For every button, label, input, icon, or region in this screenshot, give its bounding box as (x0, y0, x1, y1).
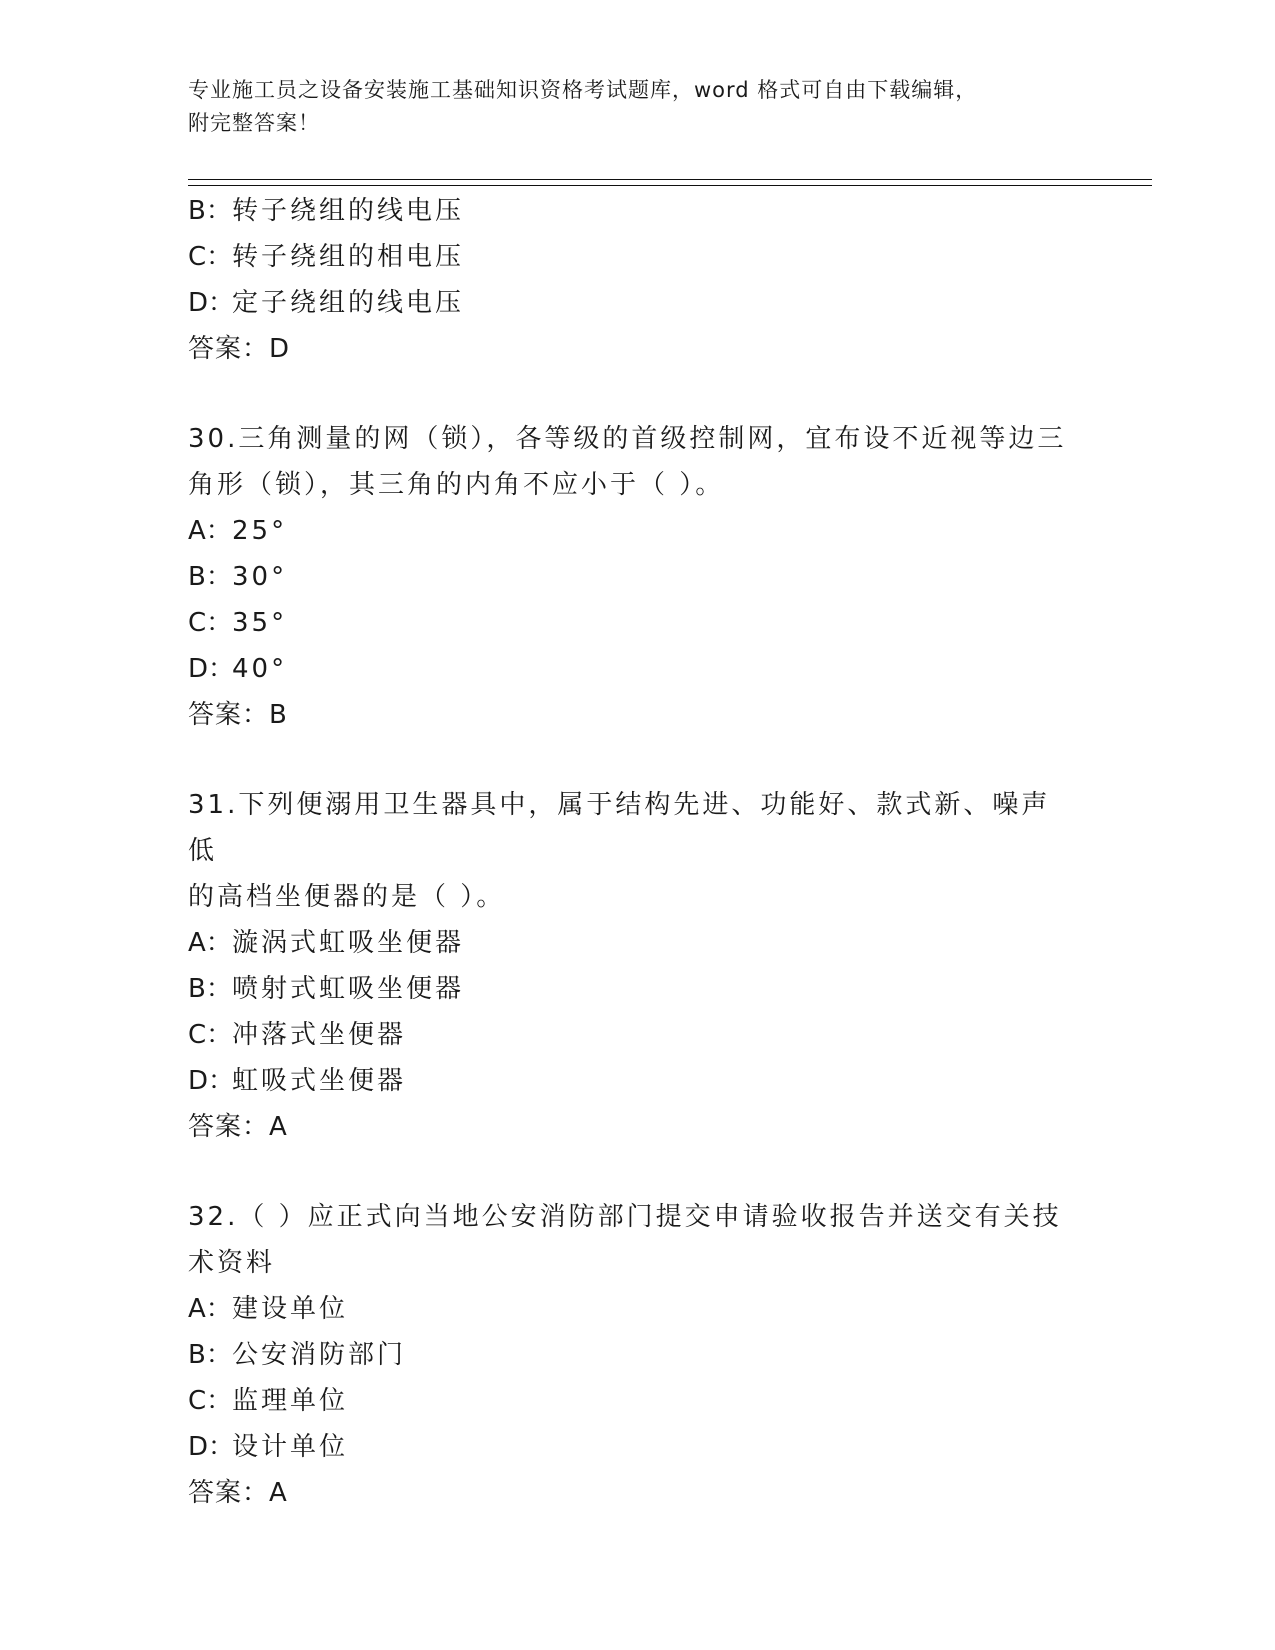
option-d (188, 280, 1088, 326)
question-32 (188, 1194, 1088, 1516)
option-label: D： (188, 288, 235, 318)
option-text: 40° (232, 654, 288, 684)
option-text: 定子绕组的线电压 (232, 288, 465, 318)
answer-line: 答案：B (188, 700, 288, 730)
question-list (188, 188, 1088, 1516)
option-a (188, 508, 1088, 554)
question-stem-line-2: 的高档坐便器的是（ ）。 (188, 882, 506, 912)
option-text: 虹吸式坐便器 (232, 1066, 407, 1096)
option-text: 设计单位 (232, 1432, 349, 1462)
option-c (188, 1012, 1088, 1058)
question-stem (188, 1194, 1068, 1286)
option-c (188, 600, 1088, 646)
option-b (188, 554, 1088, 600)
question-stem (188, 782, 1068, 920)
spacer (188, 1150, 1088, 1194)
option-text: 冲落式坐便器 (232, 1020, 407, 1050)
question-stem-line-1: 31.下列便溺用卫生器具中，属于结构先进、功能好、款式新、噪声低 (188, 790, 1051, 866)
option-text: 公安消防部门 (232, 1340, 407, 1370)
option-text: 监理单位 (232, 1386, 349, 1416)
option-label: C： (188, 242, 233, 272)
option-text: 35° (232, 608, 288, 638)
option-label: B： (188, 196, 232, 226)
option-text: 转子绕组的线电压 (232, 196, 465, 226)
option-label: C： (188, 608, 233, 638)
option-d (188, 646, 1088, 692)
header-intro-line-2: 附完整答案！ (188, 111, 320, 135)
question-30 (188, 416, 1088, 738)
answer-line: 答案：A (188, 1112, 288, 1142)
option-b (188, 966, 1088, 1012)
option-a (188, 1286, 1088, 1332)
document-header (188, 74, 1088, 140)
header-divider-top (188, 179, 1152, 180)
answer-line: 答案：A (188, 1478, 288, 1508)
option-d (188, 1058, 1088, 1104)
header-intro-line-1: 专业施工员之设备安装施工基础知识资格考试题库，word 格式可自由下载编辑， (188, 78, 978, 102)
option-c (188, 1378, 1088, 1424)
option-label: A： (188, 928, 232, 958)
question-stem-line-2: 术资料 (188, 1248, 276, 1278)
option-text: 转子绕组的相电压 (232, 242, 465, 272)
option-text: 喷射式虹吸坐便器 (232, 974, 465, 1004)
option-label: C： (188, 1386, 233, 1416)
option-label: B： (188, 562, 232, 592)
option-b (188, 188, 1088, 234)
option-d (188, 1424, 1088, 1470)
option-label: B： (188, 974, 232, 1004)
option-text: 建设单位 (232, 1294, 349, 1324)
option-text: 25° (232, 516, 288, 546)
question-31 (188, 782, 1088, 1150)
option-label: D： (188, 1066, 235, 1096)
question-stem-line-1: 30.三角测量的网（锁），各等级的首级控制网，宜布设不近视等边三 (188, 424, 1067, 454)
option-label: C： (188, 1020, 233, 1050)
option-label: A： (188, 1294, 232, 1324)
question-stem-line-2: 角形（锁），其三角的内角不应小于（ ）。 (188, 470, 725, 500)
spacer (188, 372, 1088, 416)
option-b (188, 1332, 1088, 1378)
question-stem (188, 416, 1068, 508)
question-stem-line-1: 32.（ ）应正式向当地公安消防部门提交申请验收报告并送交有关技 (188, 1202, 1062, 1232)
option-label: D： (188, 1432, 235, 1462)
option-c (188, 234, 1088, 280)
option-text: 30° (232, 562, 288, 592)
option-label: A： (188, 516, 232, 546)
question-29-continuation (188, 188, 1088, 372)
spacer (188, 738, 1088, 782)
option-a (188, 920, 1088, 966)
header-divider-bottom (188, 185, 1152, 186)
option-label: B： (188, 1340, 232, 1370)
answer-line: 答案：D (188, 334, 291, 364)
option-label: D： (188, 654, 235, 684)
option-text: 漩涡式虹吸坐便器 (232, 928, 465, 958)
